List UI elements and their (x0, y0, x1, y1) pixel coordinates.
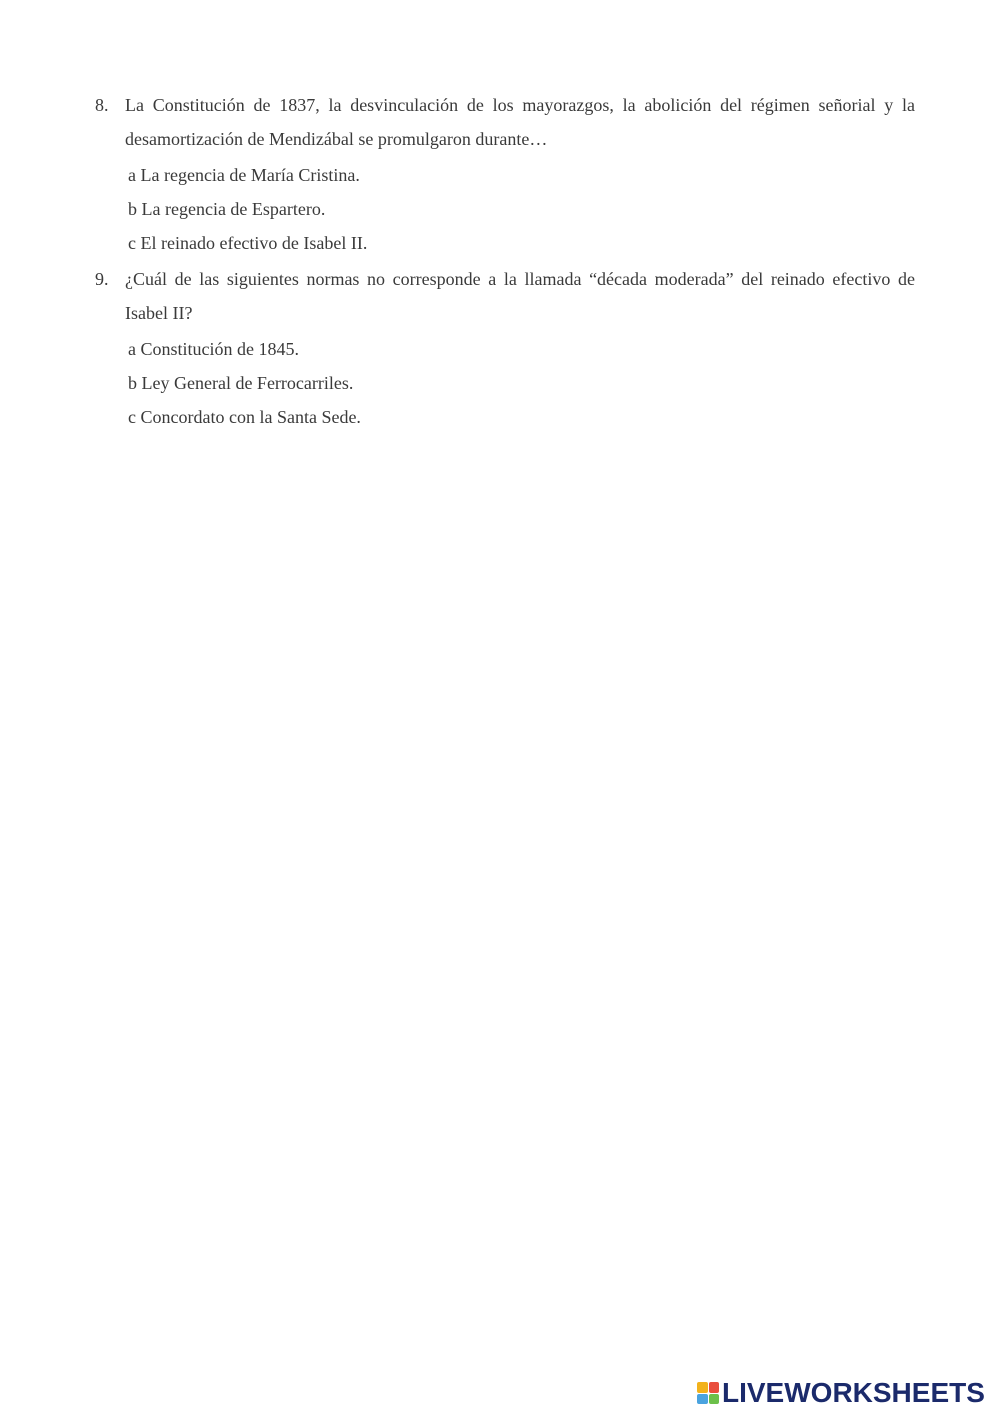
question-text: ¿Cuál de las siguientes normas no corresponde a la llamada “década moderada” del reinado efectivo de Isabel II? (125, 269, 915, 323)
answer-options (128, 158, 915, 260)
option-a[interactable]: a Constitución de 1845. (128, 339, 299, 359)
option-c[interactable]: c Concordato con la Santa Sede. (128, 407, 361, 427)
option-a[interactable]: a La regencia de María Cristina. (128, 165, 360, 185)
question-9 (95, 262, 915, 434)
logo-square-red (709, 1382, 720, 1393)
question-8 (95, 88, 915, 260)
logo-square-yellow (697, 1382, 708, 1393)
option-c[interactable]: c El reinado efectivo de Isabel II. (128, 233, 368, 253)
liveworksheets-logo-icon (697, 1382, 719, 1404)
question-number: 8. (95, 95, 109, 115)
question-text: La Constitución de 1837, la desvinculación de los mayorazgos, la abolición del régimen señorial y la desamortización de Mendizábal se promulgaron durante… (125, 95, 915, 149)
logo-square-green (709, 1394, 720, 1405)
logo-square-blue (697, 1394, 708, 1405)
answer-options (128, 332, 915, 434)
question-number: 9. (95, 269, 109, 289)
option-b[interactable]: b La regencia de Espartero. (128, 199, 326, 219)
logo-text: LIVEWORKSHEETS (722, 1377, 985, 1408)
option-b[interactable]: b Ley General de Ferrocarriles. (128, 373, 354, 393)
liveworksheets-logo[interactable] (697, 1376, 985, 1410)
